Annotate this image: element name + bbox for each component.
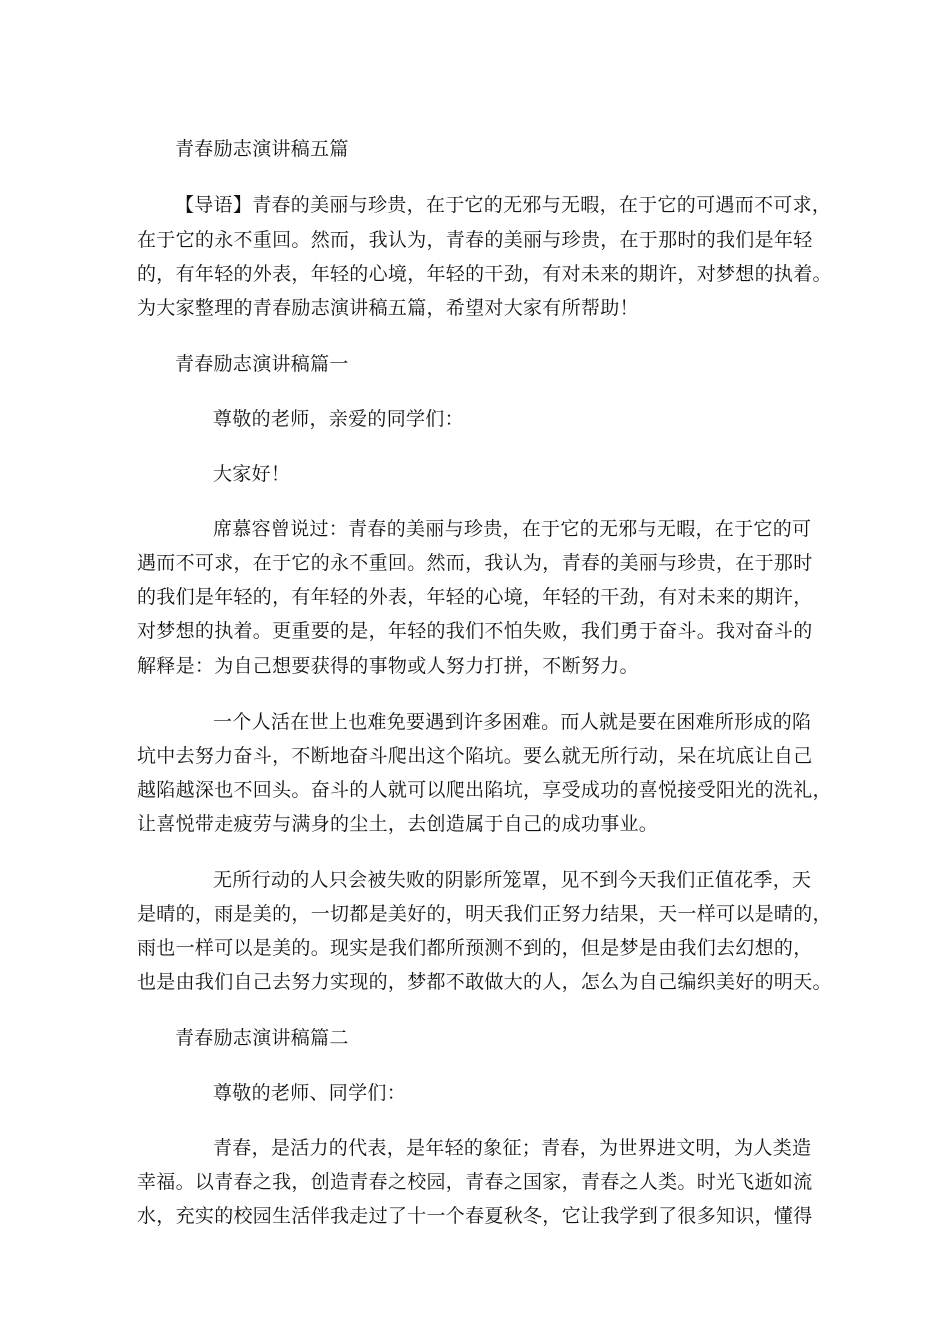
intro-line: 为大家整理的青春励志演讲稿五篇，希望对大家有所帮助！	[137, 297, 639, 319]
paragraph-line: 幸福。以青春之我，创造青春之校园，青春之国家，青春之人类。时光飞逝如流	[137, 1171, 813, 1193]
intro-line: 的，有年轻的外表，年轻的心境，年轻的干劲，有对未来的期许，对梦想的执着。	[137, 263, 832, 285]
paragraph-line: 水，充实的校园生活伴我走过了十一个春夏秋冬，它让我学到了很多知识，懂得	[137, 1205, 813, 1227]
paragraph-line: 席慕容曾说过：青春的美丽与珍贵，在于它的无邪与无暇，在于它的可	[213, 518, 812, 540]
intro-line: 【导语】青春的美丽与珍贵，在于它的无邪与无暇，在于它的可遇而不可求，	[175, 194, 832, 216]
paragraph-line: 对梦想的执着。更重要的是，年轻的我们不怕失败，我们勇于奋斗。我对奋斗的	[137, 620, 813, 642]
section1-heading: 青春励志演讲稿篇一	[175, 353, 349, 375]
paragraph-line: 遇而不可求，在于它的永不重回。然而，我认为，青春的美丽与珍贵，在于那时	[137, 552, 813, 574]
paragraph-line: 坑中去努力奋斗，不断地奋斗爬出这个陷坑。要么就无所行动，呆在坑底让自己	[137, 745, 813, 767]
paragraph-line: 的我们是年轻的，有年轻的外表，年轻的心境，年轻的干劲，有对未来的期许，	[137, 586, 813, 608]
paragraph-line: 雨也一样可以是美的。现实是我们都所预测不到的，但是梦是由我们去幻想的，	[137, 937, 813, 959]
paragraph-line: 越陷越深也不回头。奋斗的人就可以爬出陷坑，享受成功的喜悦接受阳光的洗礼，	[137, 779, 832, 801]
section2-heading: 青春励志演讲稿篇二	[175, 1027, 349, 1049]
paragraph-line: 让喜悦带走疲劳与满身的尘土，去创造属于自己的成功事业。	[137, 813, 659, 835]
paragraph-line: 也是由我们自己去努力实现的，梦都不敢做大的人，怎么为自己编织美好的明天。	[137, 971, 832, 993]
paragraph-line: 是晴的，雨是美的，一切都是美好的，明天我们正努力结果，天一样可以是晴的，	[137, 903, 832, 925]
document-title: 青春励志演讲稿五篇	[175, 138, 349, 160]
section1-greeting: 大家好！	[213, 463, 291, 485]
paragraph-line: 青春，是活力的代表，是年轻的象征；青春，为世界进文明，为人类造	[213, 1137, 812, 1159]
paragraph-line: 解释是：为自己想要获得的事物或人努力打拼，不断努力。	[137, 655, 639, 677]
intro-line: 在于它的永不重回。然而，我认为，青春的美丽与珍贵，在于那时的我们是年轻	[137, 229, 813, 251]
paragraph-line: 无所行动的人只会被失败的阴影所笼罩，见不到今天我们正值花季，天	[213, 869, 812, 891]
section1-salutation: 尊敬的老师，亲爱的同学们：	[213, 408, 464, 430]
paragraph-line: 一个人活在世上也难免要遇到许多困难。而人就是要在困难所形成的陷	[213, 711, 812, 733]
section2-salutation: 尊敬的老师、同学们：	[213, 1082, 407, 1104]
